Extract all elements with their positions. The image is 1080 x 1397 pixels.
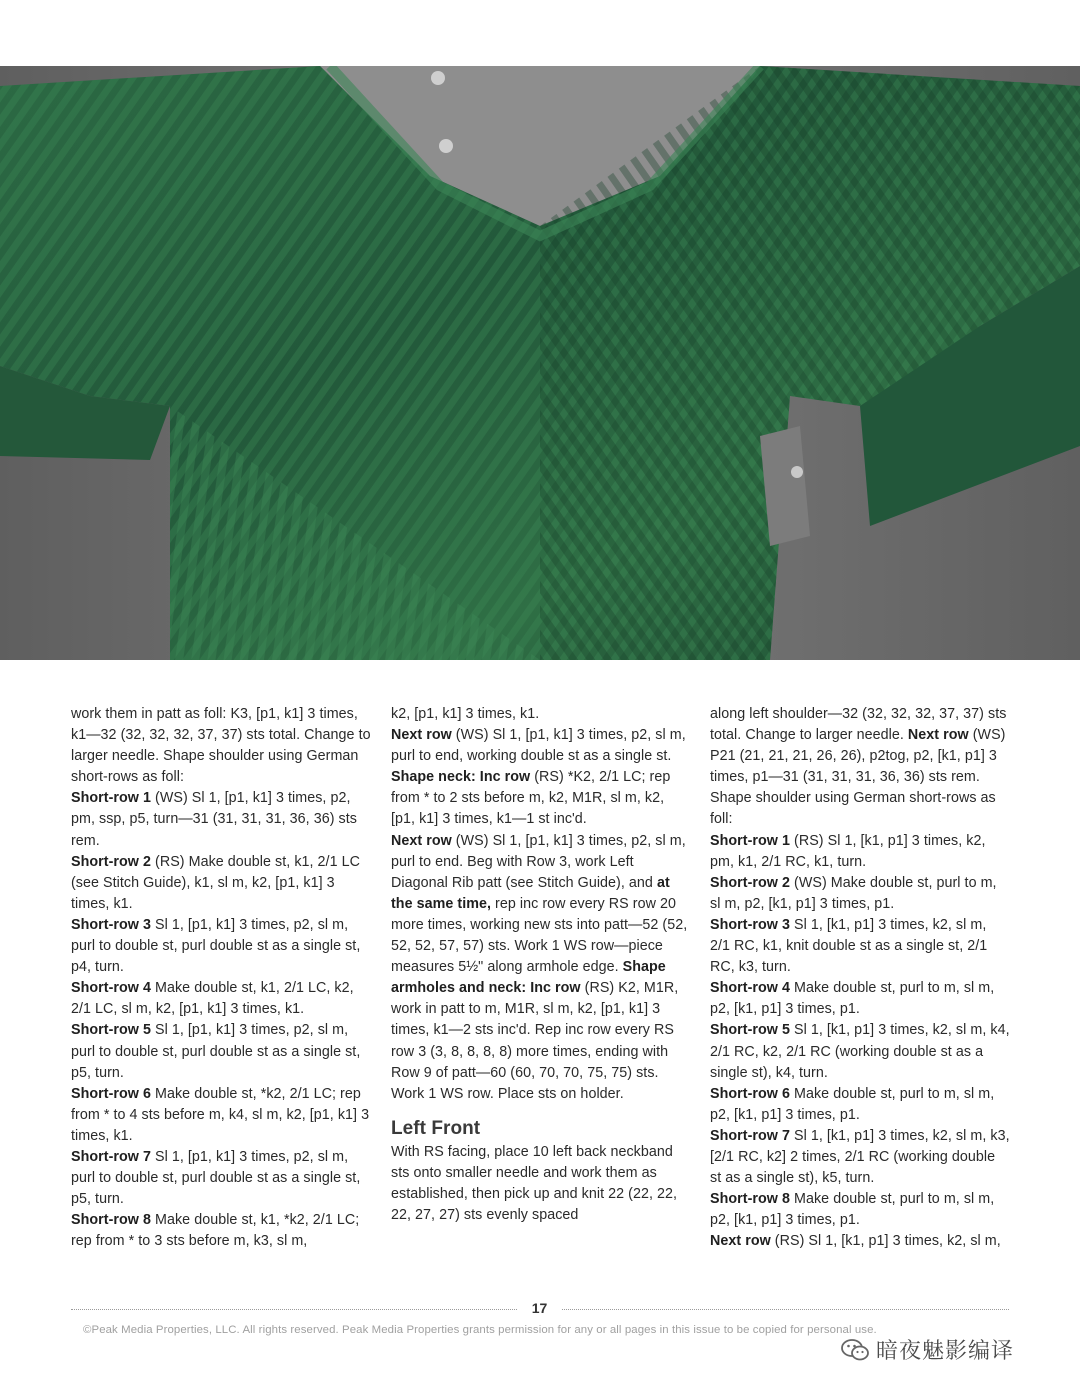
sweater-photo	[0, 66, 1080, 660]
row-label: Short-row 7	[71, 1148, 151, 1165]
paragraph: k2, [p1, k1] 3 times, k1.	[391, 706, 540, 722]
watermark	[840, 1334, 1014, 1365]
row-label: Short-row 8	[71, 1212, 151, 1229]
row-label: Next row	[391, 832, 452, 849]
row-text: Sl 1, [k1, p1] 3 times, k2, sl m, 2/1 RC, k1, knit double st as a single st, 2/1 RC, k3, turn.	[710, 916, 988, 976]
section-label: Shape armholes and neck: Inc row	[391, 959, 666, 997]
row-text: Make double st, *k2, 2/1 LC; rep from * to 4 sts before m, k4, sl m, k2, [p1, k1] 3 times, k1.	[71, 1085, 370, 1144]
row-text: (WS) P21 (21, 21, 21, 26, 26), p2tog, p2, [k1, p1] 3 times, p1—31 (31, 31, 31, 36, 36) sts rem. Shape shoulder using German short-rows as foll:	[710, 727, 1006, 828]
row-label: Short-row 5	[71, 1022, 151, 1039]
row-label: Short-row 3	[71, 916, 151, 933]
row-text: Sl 1, [k1, p1] 3 times, k2, sl m, k3, [2/1 RC, k2] 2 times, 2/1 RC (working double st as a single st), k5, turn.	[710, 1127, 1010, 1187]
paragraph	[71, 1020, 371, 1083]
row-text: Make double st, k1, 2/1 LC, k2, 2/1 LC, sl m, k2, [p1, k1] 3 times, k1.	[71, 980, 354, 1018]
row-text: Sl 1, [p1, k1] 3 times, p2, sl m, purl to double st, purl double st as a single st, p4, turn.	[71, 916, 361, 976]
page-footer	[0, 1296, 1080, 1397]
paragraph	[710, 1126, 1010, 1189]
row-label: Short-row 6	[71, 1085, 151, 1102]
row-text: (RS) K2, M1R, work in patt to m, M1R, sl m, k2, [p1, k1] 3 times, k1—2 sts inc'd. Rep inc row every RS row 3 (3, 8, 8, 8, 8) more times, ending with Row 9 of patt—60 (60, 70, 70, 75, 75) sts. Work 1 WS row. Place sts on holder.	[391, 980, 679, 1102]
paragraph	[71, 1210, 371, 1252]
column-3	[710, 704, 1010, 1252]
column-2	[391, 704, 691, 1226]
paragraph	[391, 725, 691, 830]
row-text: Make double st, purl to m, sl m, p2, [k1, p1] 3 times, p1.	[710, 980, 995, 1018]
row-text: (RS) Make double st, k1, 2/1 LC (see Stitch Guide), k1, sl m, k2, [p1, k1] 3 times, k1.	[71, 853, 360, 912]
paragraph	[710, 1084, 1010, 1126]
paragraph	[710, 1189, 1010, 1231]
paragraph	[710, 1231, 1010, 1252]
paragraph	[710, 1020, 1010, 1083]
row-label: Short-row 8	[710, 1191, 790, 1208]
row-label: Short-row 3	[710, 916, 790, 933]
paragraph	[391, 831, 691, 1105]
row-text: (WS) Sl 1, [p1, k1] 3 times, p2, pm, ssp, p5, turn—31 (31, 31, 31, 36, 36) sts rem.	[71, 790, 357, 849]
paragraph	[71, 1084, 371, 1147]
paragraph	[710, 704, 1010, 831]
row-text: Make double st, k1, *k2, 2/1 LC; rep from * to 3 sts before m, k3, sl m,	[71, 1212, 360, 1250]
copyright-notice: ©Peak Media Properties, LLC. All rights reserved. Peak Media Properties grants permission for any or all pages in this issue to be copied for personal use.	[83, 1324, 877, 1336]
paragraph: work them in patt as foll: K3, [p1, k1] 3 times, k1—32 (32, 32, 32, 37, 37) sts total. Change to larger needle. Shape shoulder using German short-rows as foll:	[71, 706, 371, 786]
row-text: (RS) Sl 1, [k1, p1] 3 times, k2, sl m,	[770, 1233, 1001, 1250]
row-text: (WS) Sl 1, [p1, k1] 3 times, p2, sl m, purl to end. Beg with Row 3, work Left Diagonal Rib patt (see Stitch Guide), and	[391, 832, 686, 891]
row-text: Sl 1, [p1, k1] 3 times, p2, sl m, purl to double st, purl double st as a single st, p5, turn.	[71, 1148, 361, 1208]
row-label: Short-row 2	[710, 874, 790, 891]
row-label: Short-row 1	[71, 790, 151, 807]
watermark-text: 暗夜魅影编译	[876, 1339, 1015, 1364]
row-label: Short-row 6	[710, 1085, 790, 1102]
emphasis-label: at the same time,	[391, 874, 670, 912]
paragraph	[71, 788, 371, 851]
row-text: (WS) Make double st, purl to m, sl m, p2, [k1, p1] 3 times, p1.	[710, 874, 997, 912]
row-label: Next row	[907, 727, 969, 744]
column-1	[71, 704, 371, 1252]
row-text: (WS) Sl 1, [p1, k1] 3 times, p2, sl m, purl to end, working double st as a single st.	[391, 727, 686, 765]
row-text: Sl 1, [p1, k1] 3 times, p2, sl m, purl to double st, purl double st as a single st, p5, turn.	[71, 1022, 361, 1081]
row-text: rep inc row every RS row 20 more times, working new sts into patt—52 (52, 52, 52, 57, 57) sts. Work 1 WS row—piece measures 5½" along armhole edge.	[391, 895, 688, 976]
row-label: Next row	[391, 727, 452, 744]
paragraph	[71, 1147, 371, 1210]
paragraph	[71, 915, 371, 978]
section-heading: Left Front	[391, 1117, 481, 1139]
paragraph	[710, 978, 1010, 1020]
paragraph	[71, 852, 371, 915]
row-text: Make double st, purl to m, sl m, p2, [k1, p1] 3 times, p1.	[710, 1085, 995, 1123]
wechat-icon	[840, 1337, 870, 1363]
row-label: Short-row 1	[710, 832, 790, 849]
row-label: Short-row 7	[710, 1127, 790, 1144]
row-text: (RS) Sl 1, [k1, p1] 3 times, k2, pm, k1, 2/1 RC, k1, turn.	[710, 832, 986, 870]
row-label: Short-row 4	[71, 980, 151, 997]
row-label: Next row	[710, 1233, 771, 1250]
section-label: Shape neck: Inc row	[391, 769, 531, 786]
footer-divider	[71, 1309, 517, 1310]
row-text: Sl 1, [k1, p1] 3 times, k2, sl m, k4, 2/1 RC, k2, 2/1 RC (working double st as a single st), k4, turn.	[710, 1022, 1010, 1081]
row-label: Short-row 2	[71, 853, 151, 870]
paragraph	[710, 831, 1010, 873]
row-label: Short-row 5	[710, 1022, 790, 1039]
paragraph	[710, 873, 1010, 915]
row-text: (RS) *K2, 2/1 LC; rep from * to 2 sts before m, k2, M1R, sl m, k2, [p1, k1] 3 times, k1—1 st inc'd.	[391, 769, 671, 828]
paragraph: With RS facing, place 10 left back neckband sts onto smaller needle and work them as established, then pick up and knit 22 (22, 22, 22, 27, 27) sts evenly spaced	[391, 1143, 678, 1224]
paragraph	[710, 915, 1010, 978]
paragraph	[71, 978, 371, 1020]
row-text: along left shoulder—32 (32, 32, 32, 37, 37) sts total. Change to larger needle.	[710, 706, 1007, 744]
row-text: Make double st, purl to m, sl m, p2, [k1, p1] 3 times, p1.	[710, 1191, 995, 1229]
page-number: 17	[531, 1300, 548, 1316]
row-label: Short-row 4	[710, 980, 790, 997]
footer-divider	[562, 1309, 1009, 1310]
